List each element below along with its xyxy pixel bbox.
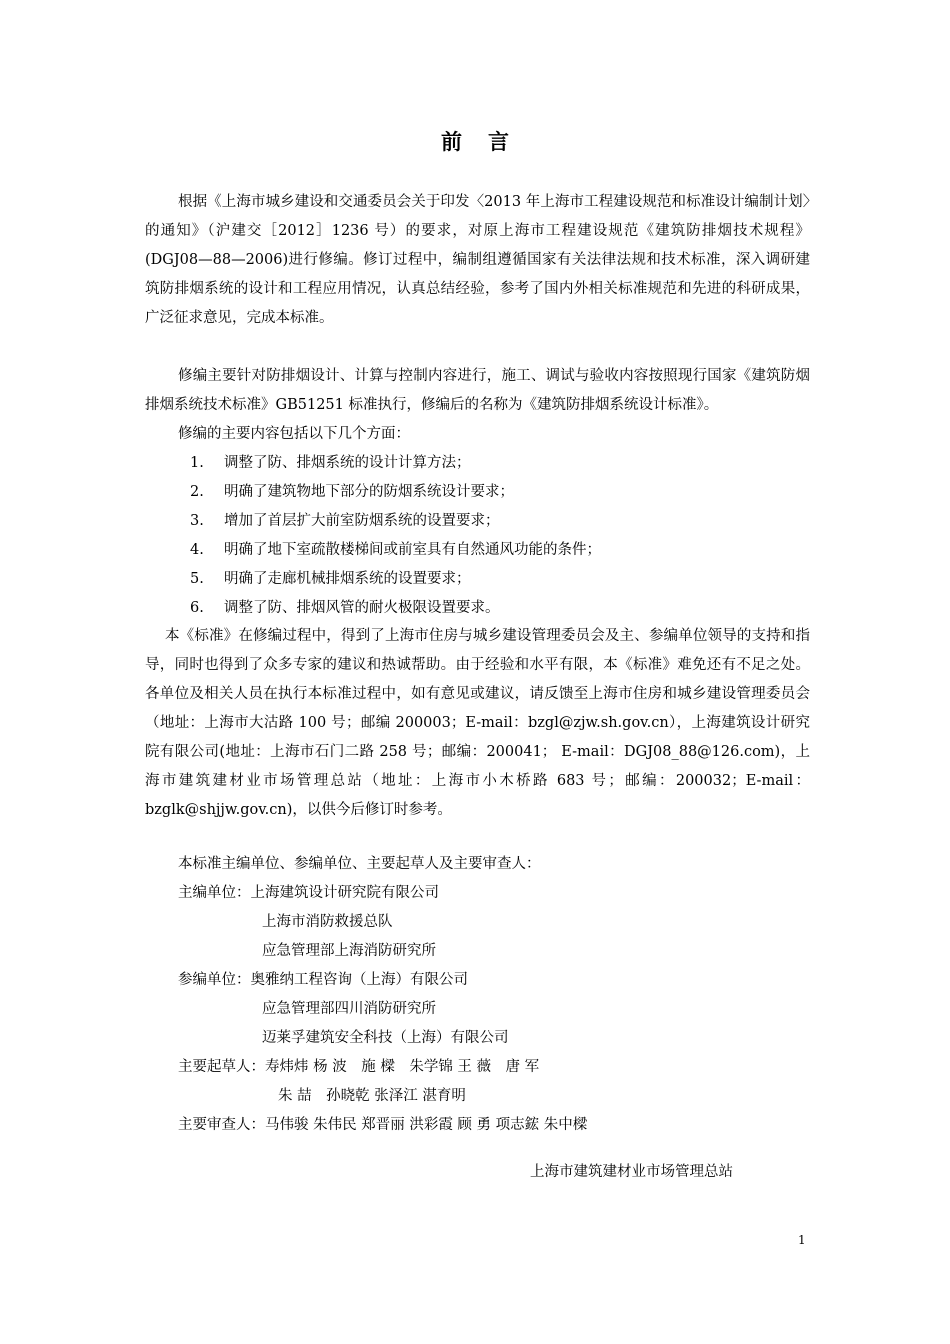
paragraph-scope: 修编主要针对防排烟设计、计算与控制内容进行，施工、调试与验收内容按照现行国家《建筑防烟排烟系统技术标准》GB51251 标准执行，修编后的名称为《建筑防排烟系统设计标准》。 [145,368,810,413]
paragraph-list-intro: 修编的主要内容包括以下几个方面： [178,426,410,442]
drafters-row: 朱 喆 孙晓乾 张泽江 湛育明 [278,1088,466,1104]
chief-unit-row: 应急管理部上海消防研究所 [262,943,436,959]
authors-section [178,850,587,1140]
list-item: 2. 明确了建筑物地下部分的防烟系统设计要求； [190,484,514,500]
paragraph-background: 根据《上海市城乡建设和交通委员会关于印发〈2013 年上海市工程建设规范和标准设计编制计划〉的通知》（沪建交［2012］1236 号）的要求，对原上海市工程建设规范《建筑防排烟技术规程》(DGJ08—88—2006)进行修编。修订过程中，编制组遵循国家有关法律法规和技术标准，深入调研建筑防排烟系统的设计和工程应用情况，认真总结经验，参考了国内外相关标准规范和先进的科研成果，广泛征求意见，完成本标准。 [145,194,810,326]
chief-unit-row: 主编单位：上海建筑设计研究院有限公司 [178,885,439,901]
list-item: 6. 调整了防、排烟风管的耐火极限设置要求。 [190,600,500,616]
chief-unit-row: 上海市消防救援总队 [262,914,393,930]
drafters-row: 主要起草人：寿炜炜 杨 波 施 樑 朱学锦 王 薇 唐 军 [178,1059,540,1075]
list-item: 3. 增加了首层扩大前室防烟系统的设置要求； [190,513,500,529]
list-item: 4. 明确了地下室疏散楼梯间或前室具有自然通风功能的条件； [190,542,601,558]
reviewers-row: 主要审查人：马伟骏 朱伟民 郑晋丽 洪彩霞 顾 勇 项志鋐 朱中樑 [178,1117,588,1133]
page-title: 前言 [441,129,535,154]
publisher-signature: 上海市建筑建材业市场管理总站 [530,1164,733,1180]
page-number: 1 [798,1233,806,1247]
participating-unit-row: 参编单位：奥雅纳工程咨询（上海）有限公司 [178,972,468,988]
authors-intro: 本标准主编单位、参编单位、主要起草人及主要审查人： [178,856,541,872]
participating-unit-row: 应急管理部四川消防研究所 [262,1001,436,1017]
paragraph-acknowledgement: 本《标准》在修编过程中，得到了上海市住房与城乡建设管理委员会及主、参编单位领导的支持和指导，同时也得到了众多专家的建议和热诚帮助。由于经验和水平有限，本《标准》难免还有不足之处。各单位及相关人员在执行本标准过程中，如有意见或建议，请反馈至上海市住房和城乡建设管理委员会（地址：上海市大沽路 100 号；邮编 200003；E-mail：bzgl@zjw.sh.gov.cn），上海建筑设计研究院有限公司(地址：上海市石门二路 258 号；邮编：200041； E-mail：DGJ08_88@126.com)，上海市建筑建材业市场管理总站（地址：上海市小木桥路 683 号；邮编：200032；E-mail：bzglk@shjjw.gov.cn)，以供今后修订时参考。 [145,628,810,818]
list-item: 1. 调整了防、排烟系统的设计计算方法； [190,455,471,471]
revision-list [190,449,601,623]
participating-unit-row: 迈莱孚建筑安全科技（上海）有限公司 [262,1030,509,1046]
list-item: 5. 明确了走廊机械排烟系统的设置要求； [190,571,471,587]
